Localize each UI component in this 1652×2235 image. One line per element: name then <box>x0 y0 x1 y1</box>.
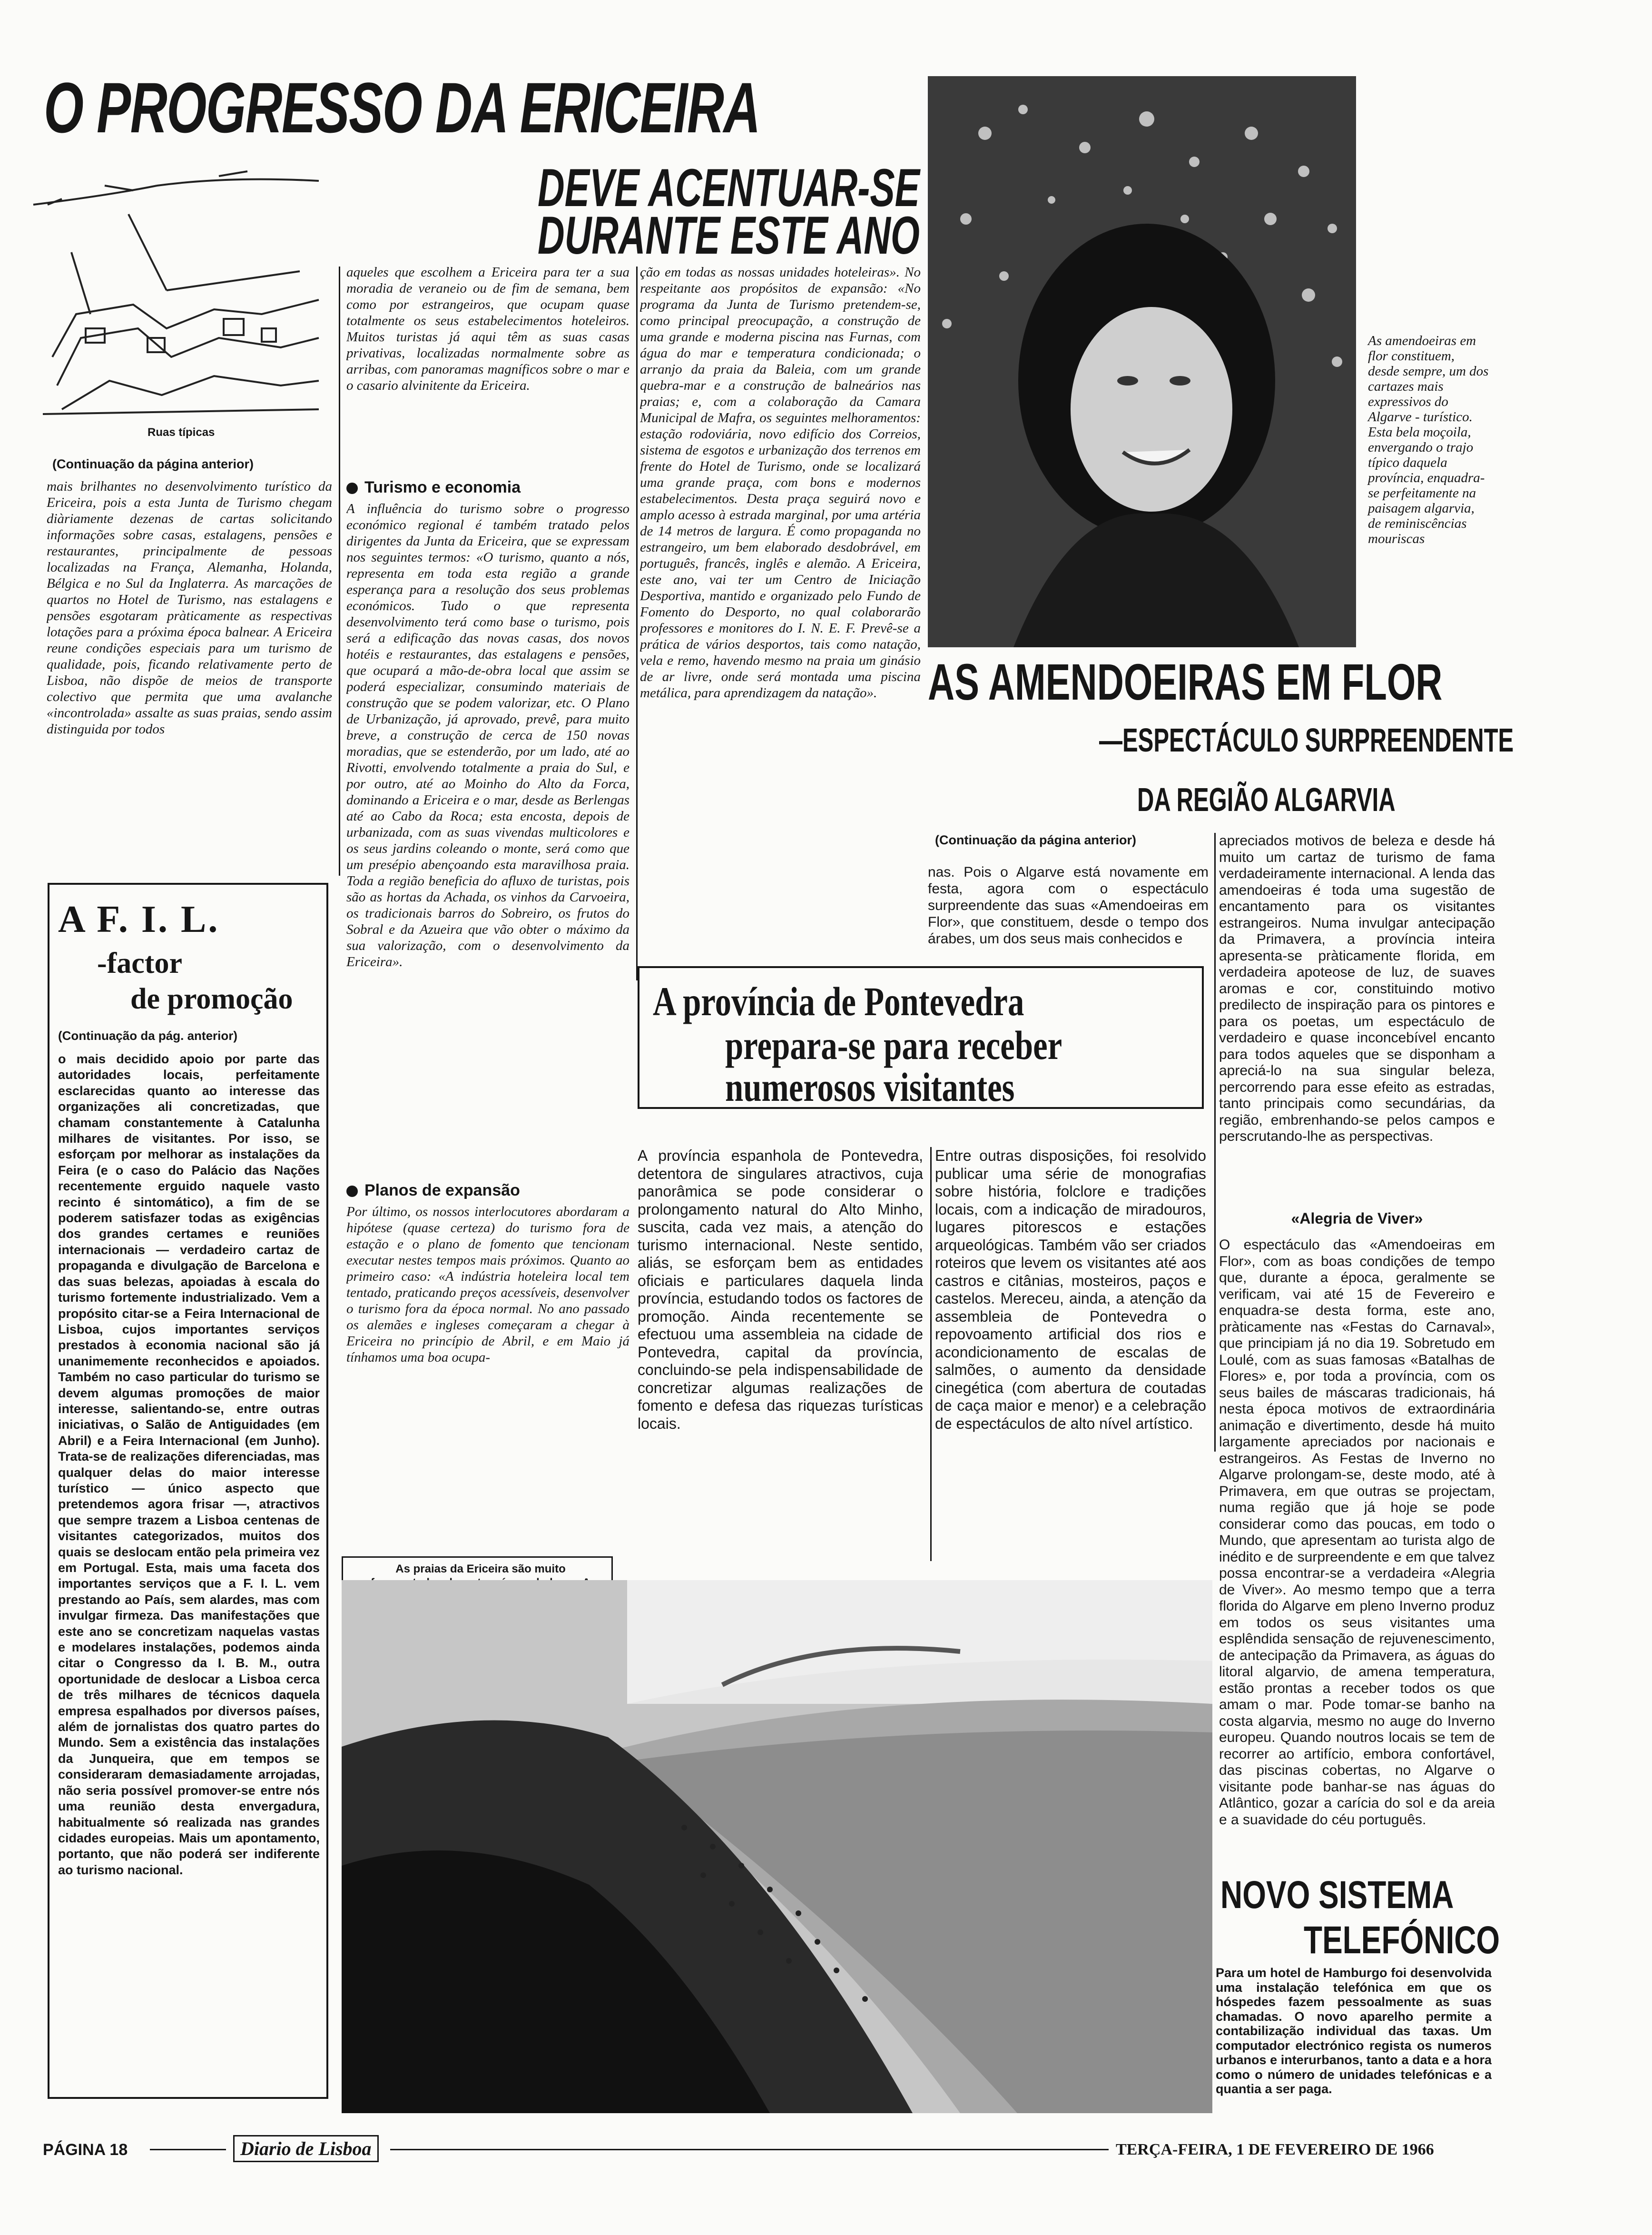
sketch-caption: Ruas típicas <box>148 426 215 439</box>
amendoeiras-subtitle-1: —ESPECTÁCULO SURPREENDENTE <box>1099 722 1514 759</box>
issue-date: TERÇA-FEIRA, 1 DE FEVEREIRO DE 1966 <box>1116 2141 1434 2158</box>
amendoeiras-col2a-text: apreciados motivos de beleza e desde há muito um cartaz de turismo de fama verdadeiramente internacional. A lenda das amendoeiras é toda uma sugestão de encantamento para os visitantes estrangeiros. Numa invulgar antecipação da Primavera, a província inteira apresenta-se pràticamente florida, em verdadeira apoteose de luz, de suaves aromas e cor, constituindo motivo predilecto de inspiração para os pintores e para os poetas, um espectáculo de verdadeiro e quase inconcebível encanto para todos aqueles que se disponham a apreciá-lo na sua singular beleza, percorrendo para esse efeito as estradas, tanto principais como secundárias, da região, embrenhando-se pelos campos e perscrutando-lhe as perspectivas. <box>1219 833 1495 1144</box>
afil-continuation: (Continuação da pág. anterior) <box>58 1028 238 1043</box>
afil-body-text: o mais decidido apoio por parte das autoridades locais, perfeitamente esclarecidas quanto ao interesse das organizações ali concretizadas, que chamam constantemente à Catalunha milhares de visitantes. Por isso, se esforçam por melhorar as instalações da Feira (e o caso do Palácio das Nações recentemente erguido naquele vasto recinto é sintomático), a fim de se poderem satisfazer todas as exigências dos grandes certames e reuniões internacionais — verdadeiro cartaz de propaganda e divulgação de Barcelona e das suas belezas, apoiadas à escala do turismo fortemente industrializado. Vem a propósito citar-se a Feira Internacional de Lisboa, cujos importantes serviços prestados à economia nacional são já unanimemente reconhecidos e apoiados. Também no caso particular do turismo se devem algumas promoções de maior interesse, salientando-se, entre outras iniciativas, o Salão de Antiguidades (em Abril) e a Feira Internacional (em Junho). Trata-se de realizações diferenciadas, mas qualquer delas do maior interesse turístico — único aspecto que pretendemos agora frisar —, atractivos que sempre trazem a Lisboa centenas de visitantes categorizados, muitos dos quais se deslocam então pela primeira vez em Portugal. Esta, mais uma faceta dos importantes serviços que a F. I. L. vem prestando ao País, sem alardes, mas com invulgar firmeza. Das manifestações que este ano se concretizam naquelas vastas e modelares instalações, podemos ainda citar o Congresso da I. B. M., outra oportunidade de deslocar a Lisboa cerca de três milhares de técnicos daquela empresa espalhados por diversos países, além de jornalistas dos quatro partes do Mundo. Sem a existência das instalações da Junqueira, que em tempos se consideraram demasiadamente arrojadas, não seria possível promover-se entre nós uma reunião desta envergadura, habitualmente só realizada nas grandes cidades europeias. Mais um apontamento, portanto, que não poderá ser indiferente ao turismo nacional. <box>58 1052 320 1877</box>
amendoeiras-continuation: (Continuação da página anterior) <box>935 833 1137 847</box>
amendoeiras-col2 <box>1219 833 1495 1870</box>
street-sketch-illustration <box>14 157 324 424</box>
ericeira-col2 <box>346 264 629 1470</box>
pontevedra-title-3: numerosos visitantes <box>725 1064 1015 1110</box>
pontevedra-title-2: prepara-se para receber <box>725 1022 1062 1068</box>
pontevedra-col1-text: A província espanhola de Pontevedra, detentora de singulares atractivos, cuja panorâmica se pode considerar o prolongamento natural do Alto Minho, suscita, cada vez mais, a atenção do turismo internacional. Neste sentido, aliás, se esforçam bem as entidades oficiais e particulares daquela linda província, estudando todos os factores de promoção. Ainda recentemente se efectuou uma assembleia na cidade de Pontevedra, capital da província, concluindo-se pela indispensabilidade de concretizar algumas realizações de fomento e defesa das riquezas turísticas locais. <box>638 1147 923 1432</box>
pontevedra-title-1: A província de Pontevedra <box>653 979 1024 1024</box>
ericeira-col3-text: ção em todas as nossas unidades hoteleiras». No respeitante aos propósitos de expansão: «No programa da Junta de Turismo pretendem-se, como principal preocupação, a construção de uma grande e moderna piscina nas Furnas, com água do mar e temperatura condicionada; o arranjo da praia da Baleia, com um grande quebra-mar e a construção de balneários nas praias; e, com a colaboração da Camara Municipal de Mafra, os seguintes melhoramentos: estação rodoviária, novo edifício dos Correios, sistema de esgotos e urbanização dos terrenos em frente do Hotel de Turismo, onde se localizará uma grande praça, com bons e modernos estabelecimentos. Desta praça seguirá novo e amplo acesso à estrada marginal, por uma artéria de 14 metros de largura. É como propaganda no estrangeiro, um bem elaborado desdobrável, em português, francês, inglês e alemão. A Ericeira, este ano, vai ter um Centro de Iniciação Desportiva, mantido e organizado pelo Fundo de Fomento do Desporto, no qual colaborarão professores e monitores do I. N. E. F. Prevê-se a prática de vários desportos, tais como natação, vela e remo, havendo mesmo na praia um ginásio de ar livre, onde será montada uma piscina metálica, para aprendizagem da natação». <box>640 265 921 701</box>
subhead-planos-expansao: Planos de expansão <box>346 1181 629 1200</box>
telefonico-title-2: TELEFÓNICO <box>1304 1919 1500 1962</box>
afil-title: A F. I. L. <box>58 899 220 940</box>
amendoeiras-title: AS AMENDOEIRAS EM FLOR <box>928 653 1443 711</box>
amendoeiras-col1-text: nas. Pois o Algarve está novamente em festa, agora com o espectáculo surpreendente das suas «Amendoeiras em Flor», que constituem, desde o tempo dos árabes, um dos seus mais conhecidos e <box>928 864 1209 947</box>
afil-box <box>48 883 328 2099</box>
ericeira-beach-photo <box>342 1580 1212 2113</box>
masthead-logo: Diario de Lisboa <box>233 2135 379 2162</box>
subhead-alegria-de-viver: «Alegria de Viver» <box>1291 1210 1423 1227</box>
telefonico-body-text: Para um hotel de Hamburgo foi desenvolvida uma instalação telefónica em que os hóspedes fazem pessoalmente as suas chamadas. O novo aparelho permite a contabilização individual das taxas. Um computador electrónico regista os numeros urbanos e interurbanos, tanto a data e a hora como o número de unidades telefónicas e a quantia a ser paga. <box>1216 1966 1492 2096</box>
smiling-woman-among-blossoms-image <box>928 76 1356 647</box>
ericeira-col2b-text: A influência do turismo sobre o progresso económico regional é também tratado pelos dirigentes da Junta da Ericeira, que se expressam nos seguintes termos: «O turismo, quanto a nós, representa em toda esta região a grande esperança para a resolução dos seus problemas económicos. Tudo o que representa desenvolvimento terá como base o turismo, pois será a edificação das novas casas, dos novos hotéis e restaurantes, das estalagens e pensões, que ocupará a mão-de-obra local que assim se poderá especializar, consumindo materiais de construção que se podem valorizar, etc. O Plano de Urbanização, já aprovado, prevê, para muito breve, a construção de cerca de 150 novas moradias, que se estenderão, por um lado, até ao Rivotti, envolvendo totalmente a praia do Sul, e por outro, até ao Moinho do Alto da Forca, dominando a Ericeira e o mar, desde as Berlengas até ao Cabo da Roca; esta encosta, depois de urbanizada, com as suas vivendas multicolores e os seus jardins coleando o monte, será como que um presépio abençoando esta maravilhosa praia. Toda a região beneficia do afluxo de turistas, pois são as hortas da Achada, os vinhos da Carvoeira, os tradicionais barros do Sobreiro, os frutos do Sobral e da Azueira que vão obter o máximo da sua valorização, com o desenvolvimento da Ericeira». <box>346 501 629 969</box>
pontevedra-box <box>638 966 1204 1109</box>
ericeira-col2c-text: Por último, os nossos interlocutores abordaram a hipótese (quase certeza) do turismo fora de estação e o plano de fomento que tencionam executar nestes tempos mais próximos. Quanto ao primeiro caso: «A indústria hoteleira local tem tentado, praticando preços acessíveis, desenvolver o turismo fora da época normal. No ano passado os alemães e ingleses começaram a chegar à Ericeira no princípio de Abril, e em Maio já tínhamos uma boa ocupa- <box>346 1204 629 1365</box>
amendoeiras-photo-caption: As amendoeiras em flor constituem, desde sempre, um dos cartazes mais expressivos do Algarve - turístico. Esta bela moçoila, envergando o trajo típico daquela província, enquadra-se perfeitamente na paisagem algarvia, de reminiscências mouriscas <box>1368 333 1489 546</box>
amendoeiras-col2b-text: O espectáculo das «Amendoeiras em Flor», com as boas condições de tempo que, durante a época, geralmente se verificam, vai até 15 de Fevereiro e enquadra-se desta forma, este ano, pràticamente nas «Festas do Carnaval», que principiam já no dia 19. Sobretudo em Loulé, com as suas famosas «Batalhas de Flores» e, por toda a província, com os seus bailes de máscaras tradicionais, há nesta época motivos de extraordinária animação e divertimento, desde há muito largamente apreciados por nacionais e estrangeiros. As Festas de Inverno no Algarve prolongam-se, deste modo, até à Primavera, em que outras se projectam, numa região que já hoje se pode considerar como das poucas, em todo o Mundo, que apresentam ao turista algo de inédito e de surpreendente e em que talvez possa encontrar-se a verdadeira «Alegria de Viver». Ao mesmo tempo que a terra florida do Algarve em pleno Inverno produz em todos os seus visitantes uma esplêndida sensação de rejuvenescimento, de antecipação da Primavera, as águas do litoral algarvio, de amena temperatura, estão prontas a receber todos os que amam o mar. Pode tomar-se banho na costa algarvia, mesmo no auge do Inverno europeu. Quando noutros locais se tem de recorrer ao artifício, embora confortável, das piscinas cobertas, no Algarve o visitante pode banhar-se nas águas do Atlântico, gozar a carícia do sol e da areia e a suavidade do céu português. <box>1219 1237 1495 1828</box>
subhead-turismo-economia: Turismo e economia <box>346 478 629 497</box>
amendoeiras-subtitle-2: DA REGIÃO ALGARVIA <box>1137 781 1396 818</box>
beach-caption-text: As praias da Ericeira são muito <box>395 1563 566 1575</box>
pontevedra-col2-text: Entre outras disposições, foi resolvido publicar uma série de monografias sobre história, folclore e tradições locais, com a indicação de miradouros, lugares pitorescos e estações arqueológicas. Também vão ser criados roteiros que levem os visitantes até aos castros e citânias, mosteiros, paços e castelos. Mereceu, ainda, a atenção da assembleia de Pontevedra o repovoamento artificial dos rios e acondicionamento de escalas de salmões, o aumento da densidade cinegética (com abertura de coutadas de caça maior e menor) e a celebração de espectáculos de alto nível artístico. <box>935 1147 1206 1432</box>
afil-subtitle-1: -factor <box>97 947 182 979</box>
ericeira-col1-text: mais brilhantes no desenvolvimento turístico da Ericeira, pois a esta Junta de Turismo chegam diàriamente dezenas de cartas solicitando informações sobre casas, estalagens, pensões e restaurantes, principalmente de pessoas localizadas na França, Alemanha, Holanda, Bélgica e no Sul da Inglaterra. As marcações de quartos no Hotel de Turismo, nas estalagens e pensões esgotaram pràticamente as respectivas lotações para a próxima época balnear. A Ericeira reune condições especiais para um turismo de qualidade, pois, ficando relativamente perto de Lisboa, não dispõe de meios de transporte colectivo que permita que uma avalanche «incontrolada» assalte as suas praias, sendo assim distinguida por todos <box>47 479 332 737</box>
ericeira-continuation: (Continuação da página anterior) <box>52 457 254 471</box>
ericeira-subtitle-2: DURANTE ESTE ANO <box>538 206 920 265</box>
afil-subtitle-2: de promoção <box>130 983 293 1015</box>
ericeira-subtitle-1: DEVE ACENTUAR-SE <box>538 158 920 218</box>
telefonico-title-1: NOVO SISTEMA <box>1220 1873 1454 1917</box>
ericeira-col2a-text: aqueles que escolhem a Ericeira para ter a sua moradia de veraneio ou de fim de semana, bem como por estrangeiros, que ocupam quase totalmente os seus estabelecimentos hoteleiros. Muitos turistas já aqui têm as suas casas privativas, localizadas normalmente sobre as arribas, com panoramas magníficos sobre o mar e o casario alvinitente da Ericeira. <box>346 265 629 393</box>
ericeira-title: O PROGRESSO DA ERICEIRA <box>44 68 760 148</box>
amendoeiras-photo <box>928 76 1356 647</box>
page-number: PÁGINA 18 <box>43 2141 128 2159</box>
ericeira-beach-crowd-image <box>342 1580 1212 2113</box>
